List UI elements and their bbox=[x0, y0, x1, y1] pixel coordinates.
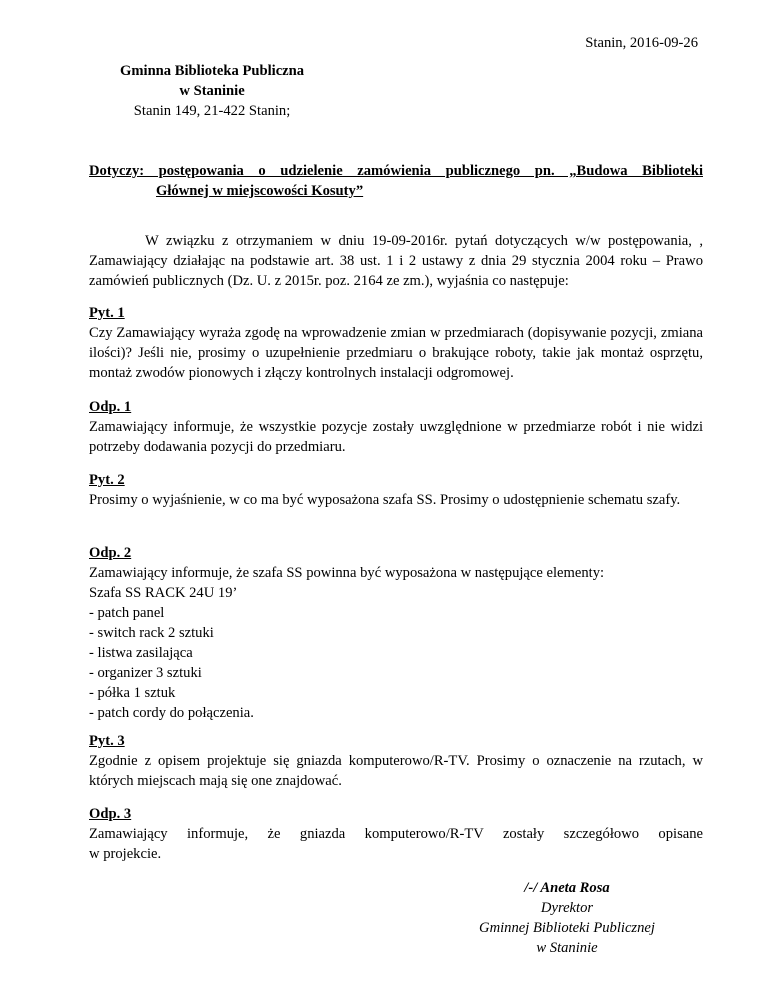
subject-line-1: Dotyczy: postępowania o udzielenie zamówienia publicznego pn. „Budowa Biblioteki bbox=[89, 163, 703, 179]
section-pyt-3 bbox=[89, 731, 703, 791]
section-text: Zamawiający informuje, że wszystkie pozycje zostały uwzględnione w przedmiarze robót i nie widzi potrzeby dodawania pozycji do przedmiaru. bbox=[89, 419, 703, 455]
section-odp-1 bbox=[89, 397, 703, 457]
list-item: - listwa zasilająca bbox=[89, 645, 193, 661]
section-text: Zgodnie z opisem projektuje się gniazda komputerowo/R-TV. Prosimy o oznaczenie na rzutach, w których miejscach mają się one znajdować. bbox=[89, 753, 703, 789]
section-heading: Pyt. 1 bbox=[89, 305, 125, 321]
subject-block bbox=[89, 161, 703, 201]
signature-org: Gminnej Biblioteki Publicznej bbox=[479, 920, 655, 936]
sender-location: w Staninie bbox=[179, 83, 245, 99]
document-date: Stanin, 2016-09-26 bbox=[585, 35, 698, 51]
section-odp-3 bbox=[89, 804, 703, 864]
list-item: - switch rack 2 sztuki bbox=[89, 625, 214, 641]
signature-name: /-/ Aneta Rosa bbox=[524, 880, 610, 896]
sender-address: Stanin 149, 21-422 Stanin; bbox=[133, 103, 291, 119]
section-heading: Pyt. 3 bbox=[89, 733, 125, 749]
section-text-line-1: Zamawiający informuje, że gniazda komputerowo/R-TV zostały szczegółowo opisane bbox=[89, 826, 703, 842]
list-item: - organizer 3 sztuki bbox=[89, 665, 202, 681]
signature-title: Dyrektor bbox=[540, 900, 594, 916]
section-text: Prosimy o wyjaśnienie, w co ma być wyposażona szafa SS. Prosimy o udostępnienie schematu szafy. bbox=[89, 492, 681, 508]
signature-org-location: w Staninie bbox=[536, 940, 598, 956]
section-heading: Pyt. 2 bbox=[89, 472, 125, 488]
list-item: - patch panel bbox=[89, 605, 165, 621]
intro-paragraph: W związku z otrzymaniem w dniu 19-09-2016r. pytań dotyczących w/w postępowania, , Zamawiający działając na podstawie art. 38 ust. 1 i 2 ustawy z dnia 29 stycznia 2004 roku – Prawo zamówień publicznych (Dz. U. z 2015r. poz. 2164 ze zm.), wyjaśnia co następuje: bbox=[89, 233, 703, 289]
subject-line-2: Głównej w miejscowości Kosuty” bbox=[156, 183, 364, 199]
section-text-line-2: w projekcie. bbox=[89, 846, 162, 862]
section-heading: Odp. 3 bbox=[89, 806, 132, 822]
section-heading: Odp. 1 bbox=[89, 399, 132, 415]
section-text: Czy Zamawiający wyraża zgodę na wprowadzenie zmian w przedmiarach (dopisywanie pozycji, zmiana ilości)? Jeśli nie, prosimy o uzupełnienie przedmiaru o brakujące roboty, takie jak montaż osprzętu, montaż zwodów pionowych i złączy kontrolnych instalacji odgromowej. bbox=[89, 325, 703, 381]
section-pyt-2 bbox=[89, 470, 703, 510]
sender-block bbox=[120, 61, 304, 121]
section-pyt-1 bbox=[89, 303, 703, 383]
signature-block bbox=[469, 878, 665, 958]
sender-name: Gminna Biblioteka Publiczna bbox=[120, 63, 305, 79]
list-item: - półka 1 sztuk bbox=[89, 685, 176, 701]
section-odp-2 bbox=[89, 543, 703, 723]
list-item: Szafa SS RACK 24U 19’ bbox=[89, 585, 238, 601]
list-item: - patch cordy do połączenia. bbox=[89, 705, 254, 721]
section-heading: Odp. 2 bbox=[89, 545, 132, 561]
list-item: Zamawiający informuje, że szafa SS powinna być wyposażona w następujące elementy: bbox=[89, 565, 605, 581]
